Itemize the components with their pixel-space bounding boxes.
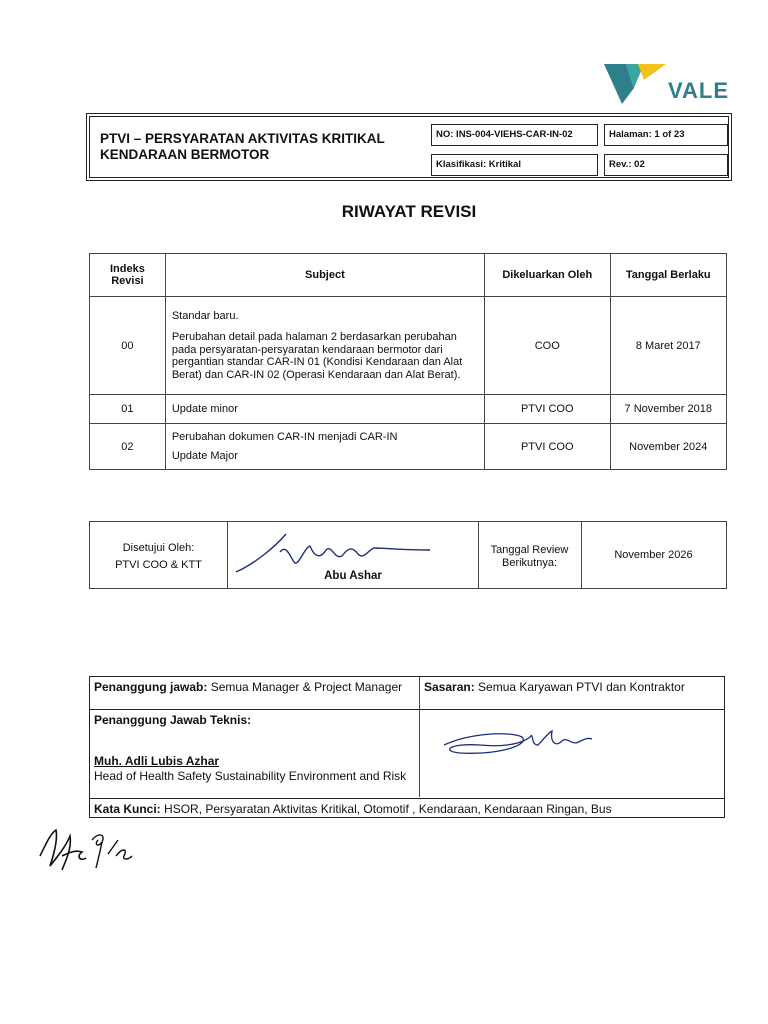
table-row <box>90 424 727 470</box>
approver-signature <box>234 526 434 574</box>
table-row <box>90 297 727 395</box>
review-date: November 2026 <box>614 549 693 561</box>
approval-label-line1: Disetujui Oleh: <box>122 542 195 554</box>
vale-logo <box>604 58 730 108</box>
sasaran <box>424 680 724 694</box>
table-header-row <box>90 254 727 297</box>
approval-label <box>90 540 227 574</box>
approver-name: Abu Ashar <box>324 570 382 582</box>
header-indeks: Indeks Revisi <box>90 254 166 297</box>
revision-table <box>89 253 727 470</box>
kata-kunci-label: Kata Kunci: <box>94 802 161 816</box>
document-title: PTVI – PERSYARATAN AKTIVITAS KRITIKAL KENDARAAN BERMOTOR <box>100 131 385 162</box>
penanggung-jawab-label: Penanggung jawab: <box>94 680 208 694</box>
teknis-position: Head of Health Safety Sustainability Environment and Risk <box>94 769 407 783</box>
header-subject: Subject <box>165 254 484 297</box>
sasaran-value: Semua Karyawan PTVI dan Kontraktor <box>478 680 685 694</box>
kata-kunci <box>94 802 612 816</box>
penanggung-jawab-teknis-label: Penanggung Jawab Teknis: <box>94 713 252 727</box>
cell-dikeluarkan: PTVI COO <box>484 424 610 470</box>
classification: Klasifikasi: Kritikal <box>431 154 598 176</box>
vale-logo-mark-icon <box>604 58 668 106</box>
table-row <box>90 395 727 424</box>
review-label-line2: Berikutnya: <box>501 557 558 569</box>
cell-subject <box>165 297 484 395</box>
teknis-name: Muh. Adli Lubis Azhar <box>94 754 220 768</box>
header-tanggal: Tanggal Berlaku <box>610 254 726 297</box>
cell-tanggal: 8 Maret 2017 <box>610 297 726 395</box>
cell-indeks: 01 <box>90 395 166 424</box>
page-number: Halaman: 1 of 23 <box>604 124 728 146</box>
responsibility-box <box>89 676 725 818</box>
header-dikeluarkan: Dikeluarkan Oleh <box>484 254 610 297</box>
cell-tanggal: 7 November 2018 <box>610 395 726 424</box>
review-label-line1: Tanggal Review <box>490 544 569 556</box>
cell-tanggal: November 2024 <box>610 424 726 470</box>
subject-line: Update Major <box>171 449 238 462</box>
logo-wordmark: VALE <box>668 78 730 103</box>
sasaran-label: Sasaran: <box>424 680 475 694</box>
teknis-signature <box>430 723 600 763</box>
cell-dikeluarkan: PTVI COO <box>484 395 610 424</box>
cell-subject <box>165 424 484 470</box>
subject-line: Standar baru. <box>171 309 239 322</box>
document-header <box>86 113 732 181</box>
revision-number: Rev.: 02 <box>604 154 728 176</box>
subject-line: Perubahan dokumen CAR-IN menjadi CAR-IN <box>171 431 398 443</box>
cell-indeks: 02 <box>90 424 166 470</box>
cell-dikeluarkan: COO <box>484 297 610 395</box>
handwritten-initial <box>36 826 146 874</box>
approval-label-line2: PTVI COO & KTT <box>115 559 202 571</box>
approval-box <box>89 521 727 589</box>
document-number: NO: INS-004-VIEHS-CAR-IN-02 <box>431 124 598 146</box>
cell-indeks: 00 <box>90 297 166 395</box>
kata-kunci-value: HSOR, Persyaratan Aktivitas Kritikal, Otomotif , Kendaraan, Kendaraan Ringan, Bus <box>164 802 612 816</box>
review-label <box>478 544 581 570</box>
subject-line: Perubahan detail pada halaman 2 berdasarkan perubahan pada persyaratan-persyaratan kendaraan bermotor dari pergantian standar CAR-IN 01 (Kondisi Kendaraan dan Alat Berat) dan CAR-IN 02 (Operasi Kendaraan dan Alat Berat). <box>171 331 463 381</box>
penanggung-jawab-value: Semua Manager & Project Manager <box>210 680 403 694</box>
section-title: RIWAYAT REVISI <box>341 202 477 221</box>
penanggung-jawab <box>94 680 414 694</box>
cell-subject: Update minor <box>165 395 484 424</box>
